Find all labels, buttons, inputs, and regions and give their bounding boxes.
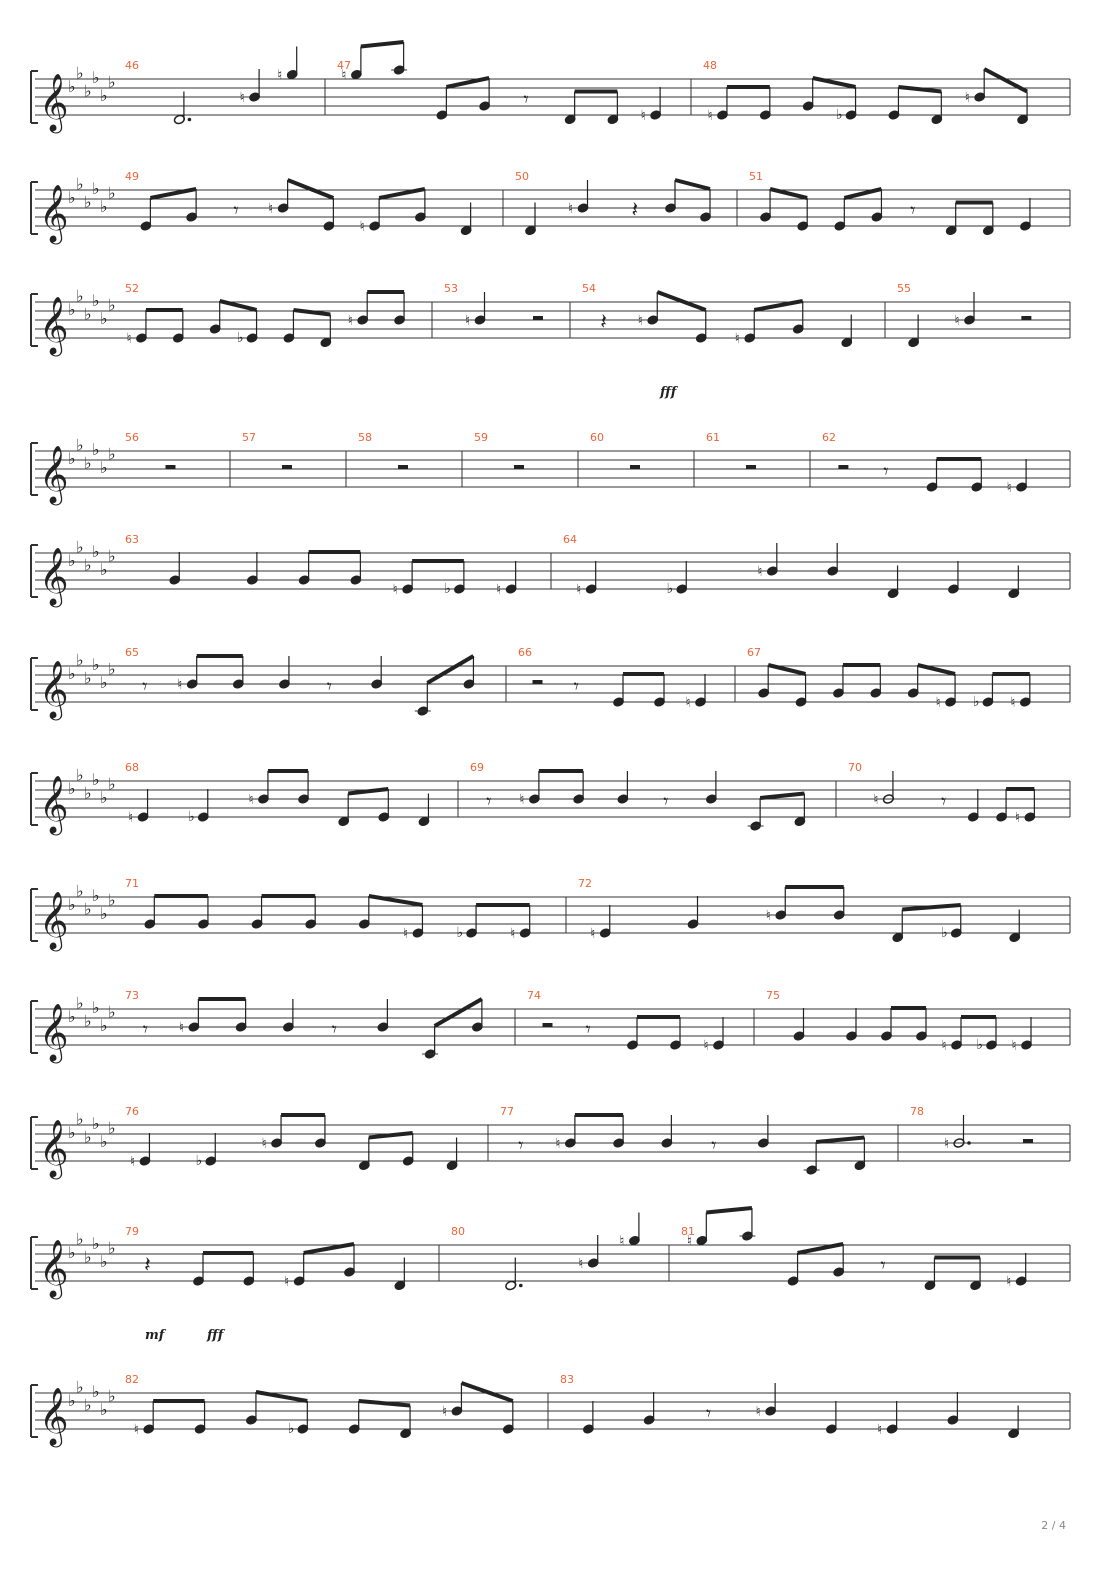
flat-icon: ♭ — [108, 72, 116, 92]
flat-icon: ♭ — [100, 904, 108, 923]
flat-icon: ♭ — [836, 107, 843, 123]
dot — [967, 1141, 971, 1145]
eighth-rest: 𝄾 — [142, 674, 148, 698]
beam — [675, 180, 710, 189]
measure-number: 73 — [125, 989, 139, 1002]
staff-system — [31, 533, 1070, 608]
natural-icon: ♮ — [1011, 1038, 1017, 1054]
natural-icon: ♮ — [755, 1404, 761, 1420]
measure-number: 75 — [766, 989, 780, 1002]
measure-number: 80 — [451, 1225, 465, 1238]
flat-icon: ♭ — [76, 650, 84, 670]
staff-system — [31, 1373, 1070, 1448]
flat-icon: ♭ — [84, 1247, 92, 1267]
flat-icon: ♭ — [76, 63, 84, 83]
natural-icon: ♮ — [248, 792, 254, 808]
dot — [188, 118, 192, 122]
measure-number: 49 — [125, 170, 139, 183]
measure-number: 64 — [563, 533, 577, 546]
beam — [816, 1138, 864, 1143]
flat-icon: ♭ — [92, 1382, 100, 1401]
natural-icon: ♮ — [1006, 480, 1012, 496]
measure-number: 53 — [444, 282, 458, 295]
flat-icon: ♭ — [100, 673, 108, 692]
beam — [657, 292, 706, 310]
eighth-rest: 𝄾 — [233, 198, 239, 222]
flat-icon: ♭ — [108, 444, 116, 464]
flat-icon: ♭ — [92, 291, 100, 310]
half-rest — [166, 465, 176, 469]
beam — [361, 42, 404, 47]
flat-icon: ♭ — [84, 668, 92, 688]
flat-icon: ♭ — [100, 560, 108, 579]
dynamic-marking: fff — [207, 1328, 224, 1343]
measure-number: 71 — [125, 877, 139, 890]
natural-icon: ♮ — [496, 582, 502, 598]
measure-number: 60 — [590, 431, 604, 444]
beam — [427, 656, 473, 683]
eighth-rest: 𝄾 — [523, 87, 529, 111]
natural-icon: ♮ — [510, 926, 516, 942]
natural-icon: ♮ — [707, 108, 713, 124]
measure-number: 81 — [681, 1225, 695, 1238]
measure-number: 78 — [910, 1105, 924, 1118]
flat-icon: ♭ — [76, 1229, 84, 1249]
measure-number: 63 — [125, 533, 139, 546]
eighth-rest: 𝄾 — [883, 459, 889, 483]
flat-icon: ♭ — [76, 881, 84, 901]
flat-icon: ♭ — [68, 1243, 76, 1262]
dynamic-marking: mf — [145, 1328, 165, 1343]
natural-icon: ♮ — [347, 313, 353, 329]
measure-number: 58 — [358, 431, 372, 444]
measure-number: 79 — [125, 1225, 139, 1238]
natural-icon: ♮ — [392, 582, 398, 598]
flat-icon: ♭ — [92, 770, 100, 789]
flat-icon: ♭ — [666, 581, 674, 597]
flat-icon: ♭ — [92, 542, 100, 561]
half-rest — [514, 465, 524, 469]
natural-icon: ♮ — [519, 792, 525, 808]
flat-icon: ♭ — [76, 765, 84, 785]
staff-system — [31, 431, 1070, 506]
flat-icon: ♭ — [92, 68, 100, 87]
eighth-rest: 𝄾 — [663, 789, 669, 813]
half-rest — [398, 465, 408, 469]
quarter-rest: 𝄽 — [631, 198, 639, 223]
measure-number: 77 — [500, 1105, 514, 1118]
flat-icon: ♭ — [100, 1016, 108, 1035]
flat-icon: ♭ — [108, 890, 116, 910]
measure-number: 48 — [703, 59, 717, 72]
eighth-rest: 𝄾 — [486, 789, 492, 813]
treble-clef-icon: 𝄞 — [39, 660, 69, 718]
natural-icon: ♮ — [261, 1136, 267, 1152]
natural-icon: ♮ — [359, 219, 365, 235]
measure-number: 65 — [125, 646, 139, 659]
flat-icon: ♭ — [972, 694, 980, 710]
flat-icon: ♭ — [68, 300, 76, 319]
flat-icon: ♭ — [92, 1114, 100, 1133]
flat-icon: ♭ — [108, 1118, 116, 1138]
treble-clef-icon: 𝄞 — [39, 296, 69, 354]
flat-icon: ♭ — [68, 664, 76, 683]
flat-icon: ♭ — [68, 779, 76, 798]
natural-icon: ♮ — [1014, 810, 1020, 826]
flat-icon: ♭ — [68, 449, 76, 468]
flat-icon: ♭ — [108, 774, 116, 794]
flat-icon: ♭ — [68, 77, 76, 96]
quarter-rest: 𝄽 — [144, 1253, 151, 1278]
natural-icon: ♮ — [129, 1154, 135, 1170]
half-rest — [746, 465, 756, 469]
measure-number: 74 — [527, 989, 541, 1002]
dynamic-marking: fff — [660, 385, 677, 400]
measure-number: 52 — [125, 282, 139, 295]
half-rest — [838, 465, 848, 469]
flat-icon: ♭ — [84, 1011, 92, 1031]
natural-icon: ♮ — [128, 810, 134, 826]
measure-number: 72 — [578, 877, 592, 890]
natural-icon: ♮ — [465, 313, 471, 329]
flat-icon: ♭ — [84, 304, 92, 324]
measure-number: 67 — [747, 646, 761, 659]
eighth-rest: 𝄾 — [573, 674, 579, 698]
measure-number: 66 — [518, 646, 532, 659]
flat-icon: ♭ — [84, 555, 92, 575]
natural-icon: ♮ — [177, 677, 183, 693]
natural-icon: ♮ — [576, 582, 582, 598]
measure-number: 69 — [470, 761, 484, 774]
dot — [519, 1284, 523, 1288]
flat-icon: ♭ — [84, 899, 92, 919]
flat-icon: ♭ — [68, 1007, 76, 1026]
measure-number: 82 — [125, 1373, 139, 1386]
treble-clef-icon: 𝄞 — [39, 73, 69, 131]
measure-number: 56 — [125, 431, 139, 444]
flat-icon: ♭ — [195, 1153, 203, 1169]
staff-system — [31, 646, 1070, 721]
treble-clef-icon: 𝄞 — [39, 1387, 69, 1445]
flat-icon: ♭ — [92, 179, 100, 198]
eighth-rest: 𝄾 — [711, 1133, 717, 1157]
beam — [760, 794, 804, 799]
flat-icon: ♭ — [92, 998, 100, 1017]
flat-icon: ♭ — [84, 1395, 92, 1415]
natural-icon: ♮ — [555, 1136, 561, 1152]
staff-system — [31, 282, 1070, 400]
eighth-rest: 𝄾 — [585, 1017, 591, 1041]
flat-icon: ♭ — [108, 183, 116, 203]
flat-icon: ♭ — [108, 546, 116, 566]
treble-clef-icon: 𝄞 — [39, 1239, 69, 1297]
flat-icon: ♭ — [92, 1234, 100, 1253]
flat-icon: ♭ — [84, 81, 92, 101]
measure-number: 59 — [474, 431, 488, 444]
natural-icon: ♮ — [685, 695, 691, 711]
flat-icon: ♭ — [100, 458, 108, 477]
measure-number: 54 — [582, 282, 596, 295]
staff-system — [31, 170, 1070, 245]
natural-icon: ♮ — [877, 1422, 883, 1438]
flat-icon: ♭ — [76, 1377, 84, 1397]
natural-icon: ♮ — [734, 331, 740, 347]
natural-icon: ♮ — [1010, 695, 1016, 711]
natural-icon: ♮ — [178, 1020, 184, 1036]
treble-clef-icon: 𝄞 — [39, 445, 69, 503]
natural-icon: ♮ — [757, 564, 763, 580]
flat-icon: ♭ — [92, 886, 100, 905]
measure-number: 62 — [822, 431, 836, 444]
natural-icon: ♮ — [619, 1233, 625, 1250]
measure-number: 68 — [125, 761, 139, 774]
eighth-rest: 𝄾 — [331, 1017, 337, 1041]
natural-icon: ♮ — [239, 90, 245, 106]
quarter-rest: 𝄽 — [600, 310, 607, 335]
natural-icon: ♮ — [133, 1422, 139, 1438]
flat-icon: ♭ — [100, 197, 108, 216]
measure-number: 55 — [897, 282, 911, 295]
flat-icon: ♭ — [68, 551, 76, 570]
page-number: 2 / 4 — [1041, 1519, 1066, 1532]
flat-icon: ♭ — [456, 925, 464, 941]
flat-icon: ♭ — [976, 1037, 984, 1053]
treble-clef-icon: 𝄞 — [39, 184, 69, 242]
staff-system — [31, 42, 1070, 134]
measure-number: 50 — [515, 170, 529, 183]
natural-icon: ♮ — [935, 695, 941, 711]
half-rest — [543, 1023, 553, 1027]
flat-icon: ♭ — [76, 537, 84, 557]
half-rest — [533, 680, 543, 684]
flat-icon: ♭ — [108, 1386, 116, 1406]
staff-system — [31, 1208, 1070, 1343]
natural-icon: ♮ — [568, 201, 574, 217]
natural-icon: ♮ — [954, 313, 960, 329]
beam — [706, 1208, 752, 1213]
staff-system — [31, 877, 1070, 952]
natural-icon: ♮ — [126, 331, 132, 347]
flat-icon: ♭ — [100, 788, 108, 807]
half-rest — [282, 465, 292, 469]
treble-clef-icon: 𝄞 — [39, 891, 69, 949]
natural-icon: ♮ — [640, 108, 646, 124]
eighth-rest: 𝄾 — [326, 674, 332, 698]
measure-number: 76 — [125, 1105, 139, 1118]
treble-clef-icon: 𝄞 — [39, 1003, 69, 1061]
natural-icon: ♮ — [703, 1038, 709, 1054]
staff-system — [31, 1105, 1070, 1180]
flat-icon: ♭ — [100, 86, 108, 105]
flat-icon: ♭ — [237, 330, 244, 346]
measure-number: 70 — [848, 761, 862, 774]
natural-icon: ♮ — [284, 1274, 290, 1290]
natural-icon: ♮ — [941, 1038, 947, 1054]
flat-icon: ♭ — [100, 309, 108, 328]
flat-icon: ♭ — [76, 174, 84, 194]
flat-icon: ♭ — [287, 1421, 295, 1437]
flat-icon: ♭ — [76, 286, 84, 306]
flat-icon: ♭ — [100, 1132, 108, 1151]
natural-icon: ♮ — [1006, 1274, 1012, 1290]
natural-icon: ♮ — [341, 67, 347, 84]
beam — [435, 999, 482, 1026]
flat-icon: ♭ — [68, 895, 76, 914]
flat-icon: ♭ — [444, 581, 451, 597]
natural-icon: ♮ — [944, 1136, 950, 1152]
flat-icon: ♭ — [100, 1252, 108, 1271]
flat-icon: ♭ — [68, 188, 76, 207]
natural-icon: ♮ — [441, 1404, 447, 1420]
flat-icon: ♭ — [941, 925, 948, 941]
eighth-rest: 𝄾 — [910, 198, 916, 222]
flat-icon: ♭ — [68, 1123, 76, 1142]
flat-icon: ♭ — [76, 993, 84, 1013]
flat-icon: ♭ — [108, 659, 116, 679]
eighth-rest: 𝄾 — [941, 789, 947, 813]
flat-icon: ♭ — [84, 1127, 92, 1147]
natural-icon: ♮ — [277, 67, 283, 84]
flat-icon: ♭ — [108, 295, 116, 315]
flat-icon: ♭ — [84, 783, 92, 803]
flat-icon: ♭ — [188, 809, 195, 825]
eighth-rest: 𝄾 — [880, 1253, 886, 1277]
beam — [288, 180, 334, 198]
measure-number: 57 — [242, 431, 256, 444]
natural-icon: ♮ — [873, 792, 879, 808]
natural-icon: ♮ — [637, 313, 643, 329]
beam — [461, 1383, 512, 1401]
eighth-rest: 𝄾 — [518, 1133, 524, 1157]
half-rest — [1021, 316, 1031, 320]
flat-icon: ♭ — [76, 435, 84, 455]
treble-clef-icon: 𝄞 — [39, 1119, 69, 1177]
natural-icon: ♮ — [590, 926, 596, 942]
half-rest — [630, 465, 640, 469]
measure-number: 51 — [749, 170, 763, 183]
measure-number: 61 — [706, 431, 720, 444]
flat-icon: ♭ — [108, 1002, 116, 1022]
half-rest — [1023, 1139, 1033, 1143]
natural-icon: ♮ — [964, 90, 970, 106]
natural-icon: ♮ — [268, 201, 274, 217]
flat-icon: ♭ — [100, 1400, 108, 1419]
half-rest — [533, 316, 543, 320]
flat-icon: ♭ — [76, 1109, 84, 1129]
staff-system — [31, 761, 1070, 836]
flat-icon: ♭ — [68, 1391, 76, 1410]
eighth-rest: 𝄾 — [705, 1401, 712, 1425]
natural-icon: ♮ — [686, 1233, 692, 1250]
natural-icon: ♮ — [402, 926, 408, 942]
eighth-rest: 𝄾 — [142, 1017, 148, 1041]
flat-icon: ♭ — [84, 192, 92, 212]
flat-icon: ♭ — [92, 440, 100, 459]
measure-number: 46 — [125, 59, 139, 72]
flat-icon: ♭ — [84, 453, 92, 473]
measure-number: 83 — [560, 1373, 574, 1386]
natural-icon: ♮ — [765, 908, 771, 924]
flat-icon: ♭ — [108, 1238, 116, 1258]
flat-icon: ♭ — [92, 655, 100, 674]
measure-number: 47 — [337, 59, 351, 72]
treble-clef-icon: 𝄞 — [39, 547, 69, 605]
treble-clef-icon: 𝄞 — [39, 775, 69, 833]
staff-system — [31, 989, 1070, 1064]
natural-icon: ♮ — [578, 1256, 584, 1272]
